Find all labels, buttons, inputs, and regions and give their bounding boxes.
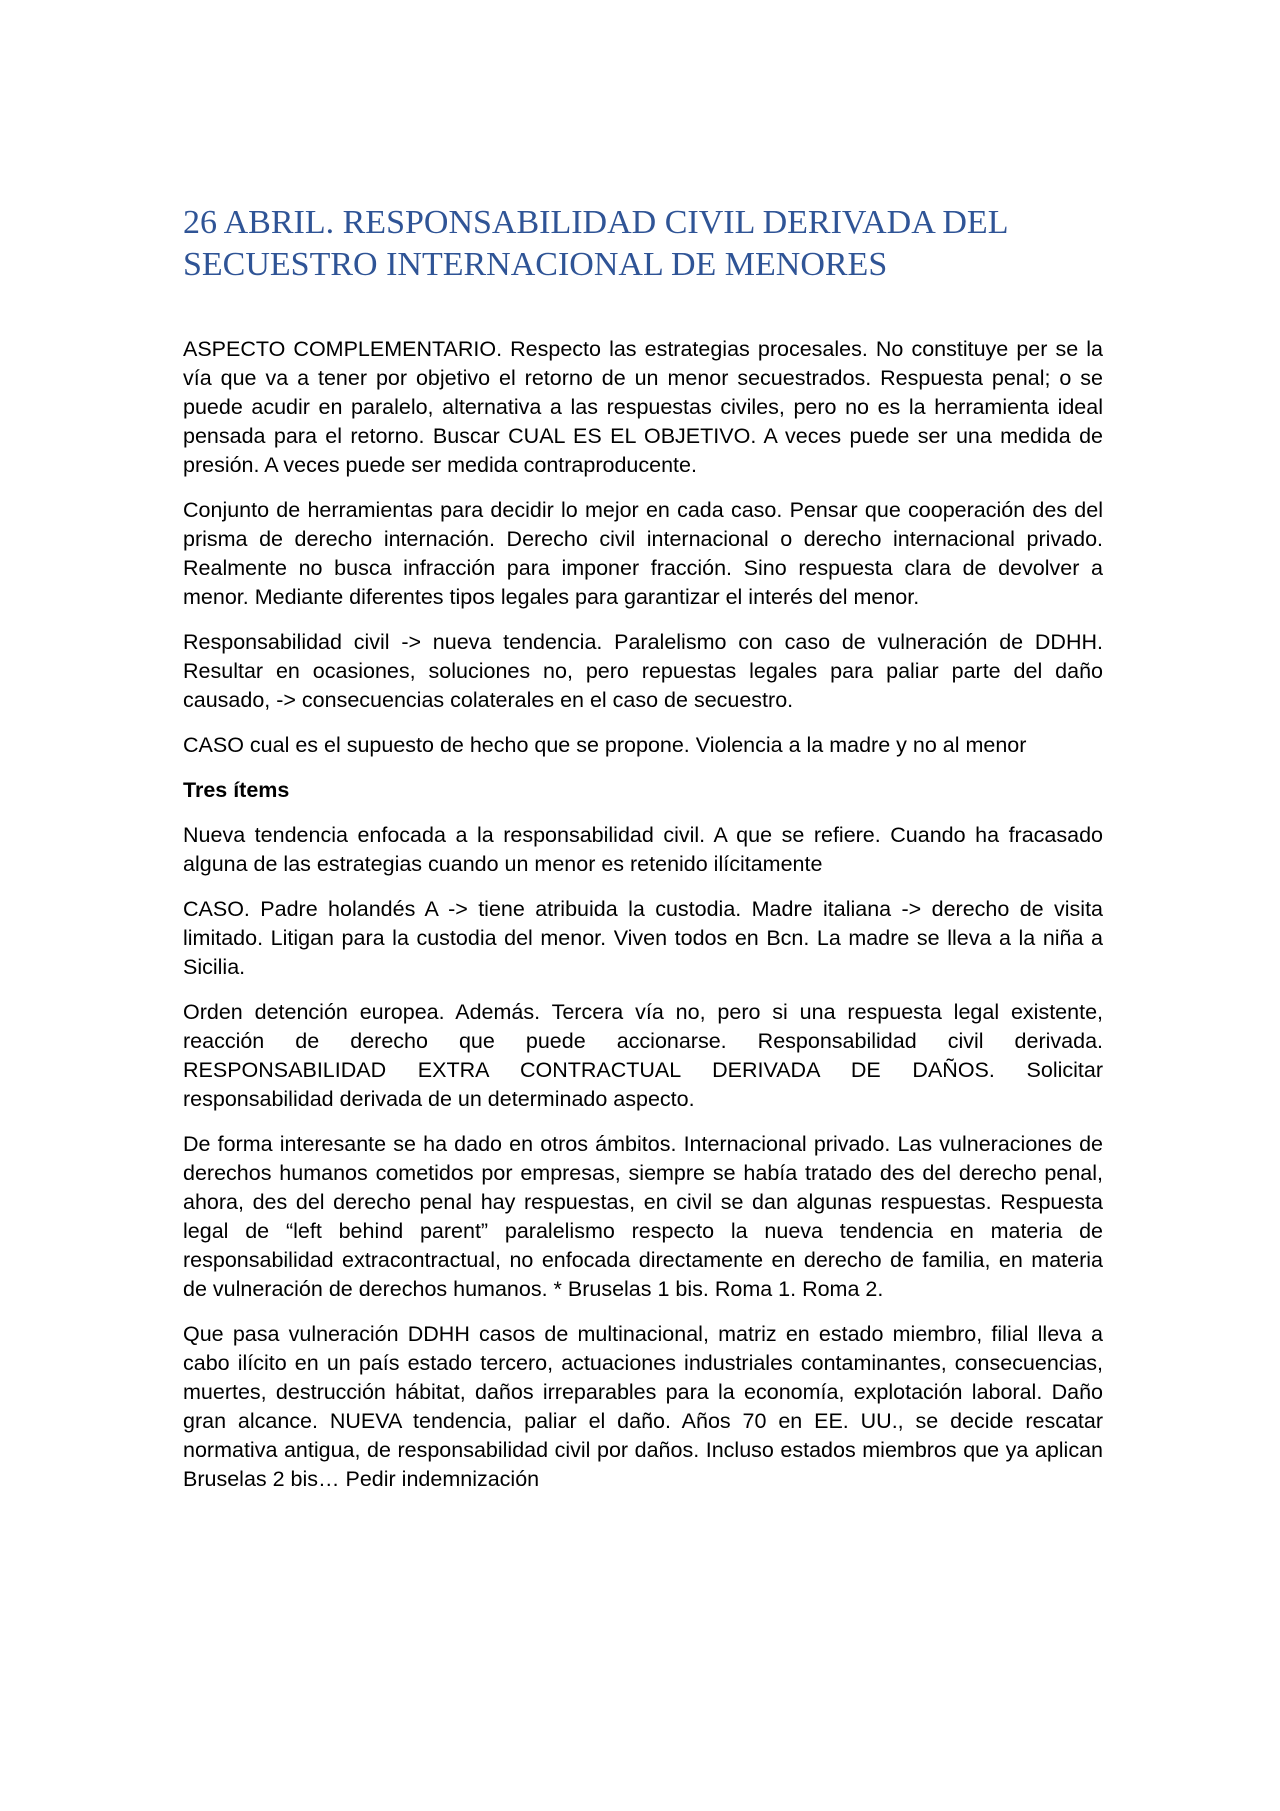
paragraph-de-forma-interesante: De forma interesante se ha dado en otros ámbitos. Internacional privado. Las vulneraciones de derechos humanos cometidos por empresas, siempre se había tratado des del derecho penal, ahora, des del derecho penal hay respuestas, en civil se dan algunas respuestas. Respuesta legal de “left behind parent” paralelismo respecto la nueva tendencia en materia de responsabilidad extracontractual, no enfocada directamente en derecho de familia, en materia de vulneración de derechos humanos. * Bruselas 1 bis. Roma 1. Roma 2. [183,1132,1103,1301]
paragraph-orden-detencion: Orden detención europea. Además. Tercera vía no, pero si una respuesta legal existente, reacción de derecho que puede accionarse. Responsabilidad civil derivada. RESPONSABILIDAD EXTRA CONTRACTUAL DERIVADA DE DAÑOS. Solicitar responsabilidad derivada de un determinado aspecto. [183,1000,1103,1111]
paragraph-nueva-tendencia: Nueva tendencia enfocada a la responsabilidad civil. A que se refiere. Cuando ha fracasado alguna de las estrategias cuando un menor es retenido ilícitamente [183,823,1103,876]
subheading-tres-items: Tres ítems [183,778,290,802]
paragraph-conjunto-herramientas: Conjunto de herramientas para decidir lo mejor en cada caso. Pensar que cooperación des del prisma de derecho internación. Derecho civil internacional o derecho internacional privado. Realmente no busca infracción para imponer fracción. Sino respuesta clara de devolver a menor. Mediante diferentes tipos legales para garantizar el interés del menor. [183,498,1103,609]
paragraph-que-pasa-vulneracion: Que pasa vulneración DDHH casos de multinacional, matriz en estado miembro, filial lleva a cabo ilícito en un país estado tercero, actuaciones industriales contaminantes, consecuencias, muertes, destrucción hábitat, daños irreparables para la economía, explotación laboral. Daño gran alcance. NUEVA tendencia, paliar el daño. Años 70 en EE. UU., se decide rescatar normativa antigua, de responsabilidad civil por daños. Incluso estados miembros que ya aplican Bruselas 2 bis… Pedir indemnización [183,1322,1103,1491]
paragraph-aspecto-complementario: ASPECTO COMPLEMENTARIO. Respecto las estrategias procesales. No constituye per se la vía que va a tener por objetivo el retorno de un menor secuestrados. Respuesta penal; o se puede acudir en paralelo, alternativa a las respuestas civiles, pero no es la herramienta ideal pensada para el retorno. Buscar CUAL ES EL OBJETIVO. A veces puede ser una medida de presión. A veces puede ser medida contraproducente. [183,337,1103,477]
document-title: 26 ABRIL. RESPONSABILIDAD CIVIL DERIVADA DEL SECUESTRO INTERNACIONAL DE MENORES [183,204,1008,283]
paragraph-caso-padre-holandes: CASO. Padre holandés A -> tiene atribuida la custodia. Madre italiana -> derecho de visita limitado. Litigan para la custodia del menor. Viven todos en Bcn. La madre se lleva a la niña a Sicilia. [183,897,1103,979]
paragraph-caso-supuesto: CASO cual es el supuesto de hecho que se propone. Violencia a la madre y no al menor [183,733,1027,757]
document-body [183,202,1103,1510]
paragraph-responsabilidad-civil: Responsabilidad civil -> nueva tendencia. Paralelismo con caso de vulneración de DDHH. Resultar en ocasiones, soluciones no, pero repuestas legales para paliar parte del daño causado, -> consecuencias colaterales en el caso de secuestro. [183,630,1103,712]
